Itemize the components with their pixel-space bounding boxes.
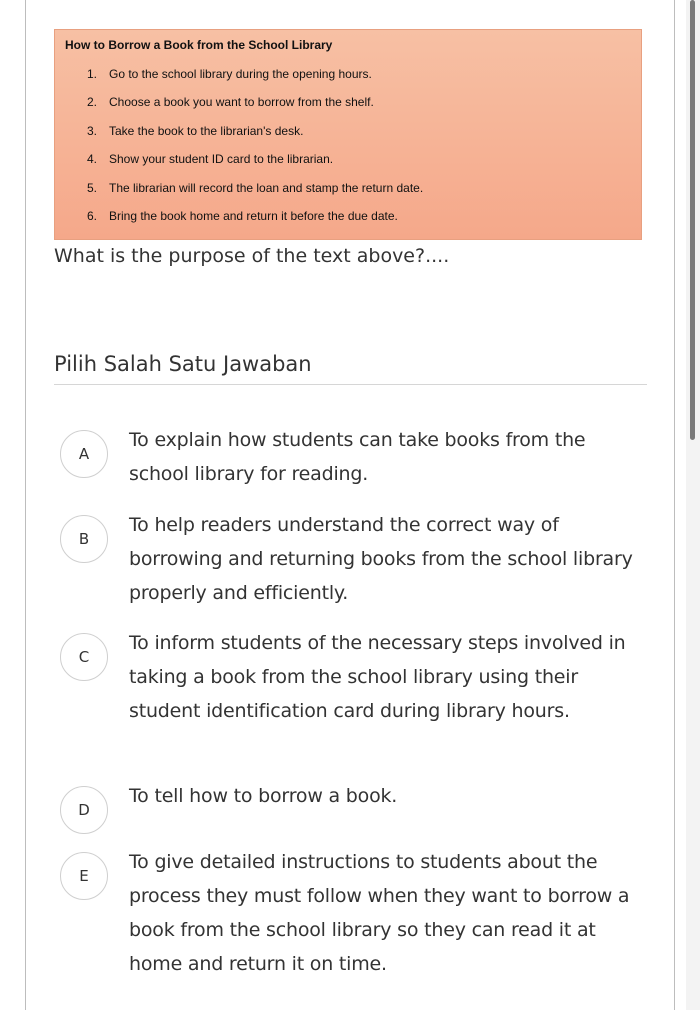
procedure-step	[87, 124, 303, 138]
option-letter-circle[interactable]: C	[60, 633, 108, 681]
step-number: 5.	[87, 181, 98, 195]
answer-section-title: Pilih Salah Satu Jawaban	[54, 352, 312, 376]
step-number: 3.	[87, 124, 98, 138]
step-number: 4.	[87, 152, 98, 166]
procedure-title: How to Borrow a Book from the School Library	[65, 38, 333, 52]
step-text: Show your student ID card to the librarian.	[109, 152, 334, 166]
option-letter-circle[interactable]: A	[60, 430, 108, 478]
option-letter-circle[interactable]: E	[60, 852, 108, 900]
question-content-image	[54, 29, 642, 240]
step-text: Go to the school library during the opening hours.	[109, 67, 372, 81]
step-number: 2.	[87, 95, 98, 109]
question-text: What is the purpose of the text above?....	[54, 245, 450, 267]
procedure-step	[87, 95, 374, 109]
option-text[interactable]: To give detailed instructions to students about the process they must follow when they want to borrow a book from the school library so they can read it at home and return it on time.	[129, 851, 630, 975]
procedure-step	[87, 67, 372, 81]
procedure-step	[87, 152, 333, 166]
left-frame-border	[25, 0, 26, 1010]
step-text: Take the book to the librarian's desk.	[109, 124, 304, 138]
option-letter-circle[interactable]: B	[60, 515, 108, 563]
section-divider	[54, 384, 647, 385]
step-number: 1.	[87, 67, 98, 81]
procedure-step	[87, 181, 423, 195]
scrollbar-thumb[interactable]	[690, 0, 695, 440]
step-text: Choose a book you want to borrow from the shelf.	[109, 95, 374, 109]
option-text[interactable]: To explain how students can take books from the school library for reading.	[129, 429, 586, 485]
right-frame-border	[674, 0, 675, 1010]
option-text[interactable]: To help readers understand the correct way of borrowing and returning books from the school library properly and efficiently.	[129, 514, 633, 604]
step-number: 6.	[87, 209, 98, 223]
option-text[interactable]: To inform students of the necessary steps involved in taking a book from the school library using their student identification card during library hours.	[129, 632, 626, 722]
procedure-step	[87, 209, 398, 223]
option-letter-circle[interactable]: D	[60, 786, 108, 834]
option-text[interactable]: To tell how to borrow a book.	[129, 785, 398, 807]
step-text: The librarian will record the loan and stamp the return date.	[109, 181, 424, 195]
step-text: Bring the book home and return it before the due date.	[109, 209, 398, 223]
